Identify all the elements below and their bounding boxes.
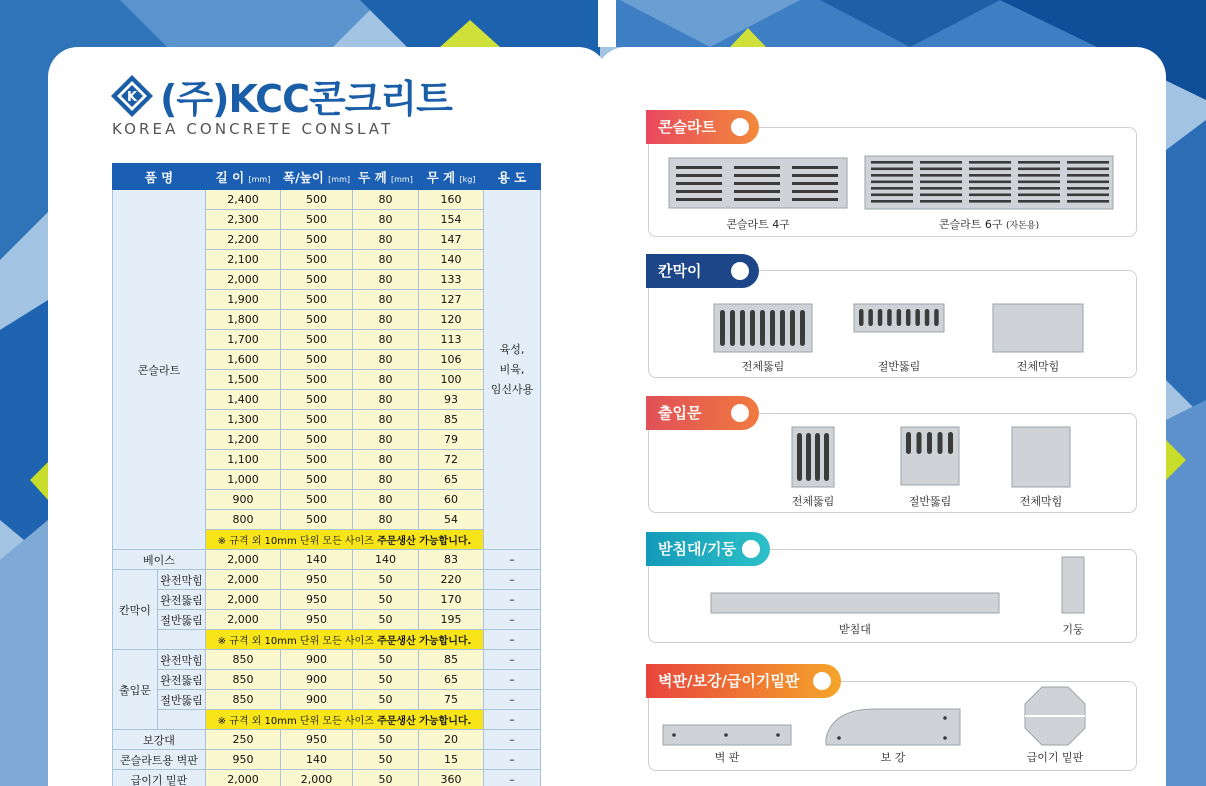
door-note-spacer: [158, 710, 206, 730]
table-row: [113, 710, 541, 730]
value-cell: 500: [281, 410, 353, 430]
slot: [792, 182, 838, 185]
partition-half-open-image: [853, 303, 945, 333]
pillar-body: [1062, 557, 1084, 613]
value-cell: 1,400: [206, 390, 281, 410]
usage-line: 육성,: [499, 342, 525, 356]
header-name: 품 명: [113, 164, 206, 190]
table-row: [113, 750, 541, 770]
value-cell: 85: [419, 410, 484, 430]
value-cell: 80: [353, 450, 419, 470]
value-cell: 850: [206, 690, 281, 710]
slot: [806, 433, 811, 481]
value-cell: 50: [353, 770, 419, 786]
value-cell: 500: [281, 190, 353, 210]
header-usage: 용 도: [484, 164, 541, 190]
slot: [676, 166, 722, 169]
usage-cell: –: [484, 630, 541, 650]
table-row: [113, 570, 541, 590]
value-cell: 50: [353, 730, 419, 750]
caption-conslat-6: 콘슬라트 6구 (자돈용): [938, 218, 1040, 231]
support-body: [711, 593, 999, 613]
header-thickness: 두 께 [mm]: [353, 164, 419, 190]
value-cell: 147: [419, 230, 484, 250]
note-text: ※ 규격 외 10mm 단위 모든 사이즈: [217, 536, 378, 547]
value-cell: 500: [281, 350, 353, 370]
slot: [1018, 194, 1060, 197]
slot: [676, 182, 722, 185]
tab-dot-icon: [731, 262, 749, 280]
slot: [676, 174, 722, 177]
slot: [969, 168, 1011, 171]
value-cell: 850: [206, 650, 281, 670]
slot: [740, 310, 745, 346]
slot: [734, 198, 780, 201]
caption-wall: 벽 판: [714, 751, 740, 764]
slot: [920, 161, 962, 164]
partition-sub-cell: 완전뚫림: [158, 590, 206, 610]
value-cell: 75: [419, 690, 484, 710]
slot: [770, 310, 775, 346]
slot: [859, 309, 864, 326]
value-cell: 2,000: [206, 270, 281, 290]
note-bold-text: 주문생산 가능합니다.: [377, 536, 472, 547]
header-width: 폭/높이 [mm]: [281, 164, 353, 190]
slot: [792, 174, 838, 177]
value-cell: 950: [281, 570, 353, 590]
table-row: [113, 550, 541, 570]
table-row: [113, 770, 541, 786]
slot: [906, 309, 911, 326]
partition-note-spacer: [158, 630, 206, 650]
value-cell: 1,600: [206, 350, 281, 370]
value-cell: 79: [419, 430, 484, 450]
usage-cell: –: [484, 690, 541, 710]
slot: [1018, 181, 1060, 184]
usage-line: 임신사용: [490, 382, 534, 396]
caption-door-3: 전체막힘: [1019, 495, 1063, 508]
value-cell: 500: [281, 430, 353, 450]
value-cell: 85: [419, 650, 484, 670]
value-cell: 2,000: [206, 770, 281, 786]
bolt-hole: [943, 736, 947, 740]
value-cell: 65: [419, 470, 484, 490]
value-cell: 1,000: [206, 470, 281, 490]
value-cell: 72: [419, 450, 484, 470]
value-cell: 1,800: [206, 310, 281, 330]
slot: [760, 310, 765, 346]
value-cell: 80: [353, 310, 419, 330]
value-cell: 170: [419, 590, 484, 610]
table-row: [113, 610, 541, 630]
note-text: ※ 규격 외 10mm 단위 모든 사이즈: [217, 636, 378, 647]
caption-partition-3: 전체막힘: [1016, 360, 1060, 373]
slot: [824, 433, 829, 481]
value-cell: 900: [206, 490, 281, 510]
value-cell: 154: [419, 210, 484, 230]
value-cell: 80: [353, 510, 419, 530]
value-cell: 1,300: [206, 410, 281, 430]
value-cell: 80: [353, 350, 419, 370]
caption-conslat-4: 콘슬라트 4구: [726, 218, 790, 231]
value-cell: 83: [419, 550, 484, 570]
partition-full-open-image: [713, 303, 813, 353]
value-cell: 800: [206, 510, 281, 530]
value-cell: 500: [281, 390, 353, 410]
slot: [938, 432, 943, 454]
slot: [871, 161, 913, 164]
usage-cell: –: [484, 750, 541, 770]
base-name-cell: 베이스: [113, 550, 206, 570]
slot: [920, 194, 962, 197]
value-cell: 80: [353, 430, 419, 450]
value-cell: 140: [281, 750, 353, 770]
svg-text:K: K: [126, 90, 138, 105]
slot: [871, 174, 913, 177]
partition-closed-image: [992, 303, 1084, 353]
conslat-4-image: [668, 157, 848, 209]
value-cell: 900: [281, 670, 353, 690]
value-cell: 140: [353, 550, 419, 570]
value-cell: 500: [281, 270, 353, 290]
reinforcement-body: [826, 709, 960, 745]
value-cell: 500: [281, 310, 353, 330]
slot: [920, 174, 962, 177]
caption-feeder-plate: 급이기 밑판: [1026, 751, 1084, 764]
value-cell: 360: [419, 770, 484, 786]
value-cell: 500: [281, 230, 353, 250]
value-cell: 80: [353, 470, 419, 490]
slot: [1067, 200, 1109, 203]
caption-door-2: 절반뚫림: [908, 495, 952, 508]
slot: [948, 432, 953, 454]
pillar-image: [1061, 556, 1085, 614]
slot: [750, 310, 755, 346]
door-closed-image: [1011, 426, 1071, 488]
slot: [734, 166, 780, 169]
door-half-open-image: [900, 426, 960, 486]
slot: [969, 161, 1011, 164]
tab-support: 받침대/기둥: [646, 532, 770, 566]
slot: [1067, 168, 1109, 171]
value-cell: 1,100: [206, 450, 281, 470]
table-row: [113, 190, 541, 210]
slot: [925, 309, 930, 326]
usage-cell: –: [484, 570, 541, 590]
slot: [915, 309, 920, 326]
door-sub-cell: 완전뚫림: [158, 670, 206, 690]
slot: [878, 309, 883, 326]
slot: [790, 310, 795, 346]
door-name-cell: 출입문: [113, 650, 158, 730]
slot: [730, 310, 735, 346]
bolt-hole: [837, 736, 841, 740]
table-row: [113, 630, 541, 650]
table-row: [113, 670, 541, 690]
value-cell: 120: [419, 310, 484, 330]
slot: [927, 432, 932, 454]
bolt-hole: [776, 733, 780, 737]
company-subtitle: KOREA CONCRETE CONSLAT: [112, 120, 394, 138]
slot: [969, 187, 1011, 190]
conslat-6-image: [864, 155, 1114, 210]
usage-cell: –: [484, 730, 541, 750]
conslat-name-cell: 콘슬라트: [113, 190, 206, 550]
tab-dot-icon: [731, 118, 749, 136]
table-row: [113, 690, 541, 710]
bolt-hole: [943, 716, 947, 720]
tab-conslat: 콘슬라트: [646, 110, 759, 144]
conslat-usage-cell: [484, 190, 541, 550]
value-cell: 2,000: [206, 590, 281, 610]
slot: [734, 174, 780, 177]
value-cell: 1,500: [206, 370, 281, 390]
slot: [920, 168, 962, 171]
usage-cell: –: [484, 770, 541, 786]
slot: [1067, 174, 1109, 177]
slot: [792, 190, 838, 193]
value-cell: 80: [353, 210, 419, 230]
value-cell: 65: [419, 670, 484, 690]
value-cell: 160: [419, 190, 484, 210]
value-cell: 80: [353, 230, 419, 250]
slot: [720, 310, 725, 346]
value-cell: 80: [353, 250, 419, 270]
tab-dot-icon: [813, 672, 831, 690]
tab-dot-icon: [742, 540, 760, 558]
value-cell: 80: [353, 490, 419, 510]
usage-cell: –: [484, 590, 541, 610]
caption-support: 받침대: [839, 623, 871, 636]
slot: [871, 181, 913, 184]
tab-door: 출입문: [646, 396, 759, 430]
value-cell: 80: [353, 330, 419, 350]
value-cell: 500: [281, 330, 353, 350]
slot: [1018, 174, 1060, 177]
slot: [897, 309, 902, 326]
value-cell: 2,000: [206, 570, 281, 590]
value-cell: 50: [353, 750, 419, 770]
note-cell: [206, 630, 484, 650]
extra-name-cell: 급이기 밑판: [113, 770, 206, 786]
value-cell: 500: [281, 250, 353, 270]
value-cell: 2,100: [206, 250, 281, 270]
slot: [1067, 161, 1109, 164]
header-length: 길 이 [mm]: [206, 164, 281, 190]
value-cell: 20: [419, 730, 484, 750]
slot: [1067, 187, 1109, 190]
note-cell: [206, 530, 484, 550]
value-cell: 500: [281, 490, 353, 510]
value-cell: 500: [281, 370, 353, 390]
company-logo: [110, 74, 450, 154]
value-cell: 1,200: [206, 430, 281, 450]
wall-panel-image: [662, 724, 792, 746]
value-cell: 950: [281, 610, 353, 630]
door-body: [1012, 427, 1070, 487]
value-cell: 2,200: [206, 230, 281, 250]
value-cell: 250: [206, 730, 281, 750]
slot: [871, 194, 913, 197]
value-cell: 80: [353, 190, 419, 210]
value-cell: 106: [419, 350, 484, 370]
value-cell: 50: [353, 610, 419, 630]
value-cell: 500: [281, 450, 353, 470]
value-cell: 113: [419, 330, 484, 350]
extra-name-cell: 보강대: [113, 730, 206, 750]
slot: [969, 174, 1011, 177]
slot: [734, 182, 780, 185]
slot: [780, 310, 785, 346]
value-cell: 127: [419, 290, 484, 310]
note-text: ※ 규격 외 10mm 단위 모든 사이즈: [217, 716, 378, 727]
slot: [1018, 200, 1060, 203]
caption-partition-1: 전체뚫림: [741, 360, 785, 373]
slot: [1018, 168, 1060, 171]
slot: [871, 168, 913, 171]
slot: [676, 190, 722, 193]
value-cell: 80: [353, 410, 419, 430]
slot: [920, 181, 962, 184]
slot: [1018, 161, 1060, 164]
spec-table: [112, 163, 541, 786]
caption-partition-2: 절반뚫림: [877, 360, 921, 373]
partition-sub-cell: 절반뚫림: [158, 610, 206, 630]
value-cell: 2,000: [206, 610, 281, 630]
usage-line: 비육,: [499, 362, 525, 376]
tab-dot-icon: [731, 404, 749, 422]
tab-partition: 칸막이: [646, 254, 759, 288]
value-cell: 2,300: [206, 210, 281, 230]
value-cell: 50: [353, 650, 419, 670]
caption-reinforcement: 보 강: [880, 751, 906, 764]
table-row: [113, 730, 541, 750]
panel-body: [993, 304, 1083, 352]
value-cell: 15: [419, 750, 484, 770]
usage-cell: –: [484, 610, 541, 630]
reinforcement-image: [825, 708, 961, 746]
slot: [815, 433, 820, 481]
caption-pillar: 기둥: [1062, 623, 1084, 636]
support-image: [710, 592, 1000, 614]
slot: [1067, 194, 1109, 197]
slot: [887, 309, 892, 326]
value-cell: 1,700: [206, 330, 281, 350]
slot: [676, 198, 722, 201]
value-cell: 2,000: [206, 550, 281, 570]
slot: [934, 309, 939, 326]
value-cell: 500: [281, 210, 353, 230]
slot: [906, 432, 911, 454]
value-cell: 54: [419, 510, 484, 530]
slot: [920, 187, 962, 190]
slot: [734, 190, 780, 193]
value-cell: 100: [419, 370, 484, 390]
value-cell: 50: [353, 570, 419, 590]
value-cell: 500: [281, 290, 353, 310]
slot: [871, 200, 913, 203]
note-bold-text: 주문생산 가능합니다.: [377, 636, 472, 647]
slot: [920, 200, 962, 203]
slot: [969, 194, 1011, 197]
value-cell: 50: [353, 690, 419, 710]
slot: [969, 200, 1011, 203]
slot: [917, 432, 922, 454]
value-cell: 2,400: [206, 190, 281, 210]
value-cell: 900: [281, 650, 353, 670]
value-cell: 220: [419, 570, 484, 590]
table-row: [113, 590, 541, 610]
table-header-row: [113, 164, 541, 190]
value-cell: 900: [281, 690, 353, 710]
value-cell: 1,900: [206, 290, 281, 310]
partition-name-cell: 칸막이: [113, 570, 158, 650]
usage-cell: –: [484, 650, 541, 670]
value-cell: 500: [281, 510, 353, 530]
usage-cell: –: [484, 550, 541, 570]
door-full-open-image: [791, 426, 835, 488]
note-bold-text: 주문생산 가능합니다.: [377, 716, 472, 727]
slot: [1018, 187, 1060, 190]
slot: [792, 198, 838, 201]
value-cell: 80: [353, 290, 419, 310]
value-cell: 50: [353, 670, 419, 690]
slot: [792, 166, 838, 169]
value-cell: 50: [353, 590, 419, 610]
header-weight: 무 게 [kg]: [419, 164, 484, 190]
value-cell: 60: [419, 490, 484, 510]
bolt-hole: [724, 733, 728, 737]
slot: [868, 309, 873, 326]
door-sub-cell: 절반뚫림: [158, 690, 206, 710]
value-cell: 93: [419, 390, 484, 410]
value-cell: 140: [281, 550, 353, 570]
slot: [871, 187, 913, 190]
value-cell: 950: [281, 730, 353, 750]
kcc-logo-icon: [110, 74, 154, 118]
value-cell: 140: [419, 250, 484, 270]
value-cell: 2,000: [281, 770, 353, 786]
extra-name-cell: 콘슬라트용 벽판: [113, 750, 206, 770]
usage-cell: –: [484, 710, 541, 730]
door-sub-cell: 완전막힘: [158, 650, 206, 670]
slot: [800, 310, 805, 346]
feeder-plate-image: [1024, 686, 1086, 746]
note-cell: [206, 710, 484, 730]
partition-sub-cell: 완전막힘: [158, 570, 206, 590]
tab-wall: 벽판/보강/급이기밑판: [646, 664, 841, 698]
value-cell: 80: [353, 390, 419, 410]
table-row: [113, 650, 541, 670]
value-cell: 133: [419, 270, 484, 290]
caption-door-1: 전체뚫림: [791, 495, 835, 508]
value-cell: 80: [353, 270, 419, 290]
value-cell: 80: [353, 370, 419, 390]
slot: [797, 433, 802, 481]
slot: [969, 181, 1011, 184]
usage-cell: –: [484, 670, 541, 690]
company-name: (주)KCC콘크리트: [160, 77, 452, 121]
value-cell: 950: [281, 590, 353, 610]
value-cell: 500: [281, 470, 353, 490]
bolt-hole: [672, 733, 676, 737]
value-cell: 950: [206, 750, 281, 770]
slot: [1067, 181, 1109, 184]
value-cell: 850: [206, 670, 281, 690]
value-cell: 195: [419, 610, 484, 630]
